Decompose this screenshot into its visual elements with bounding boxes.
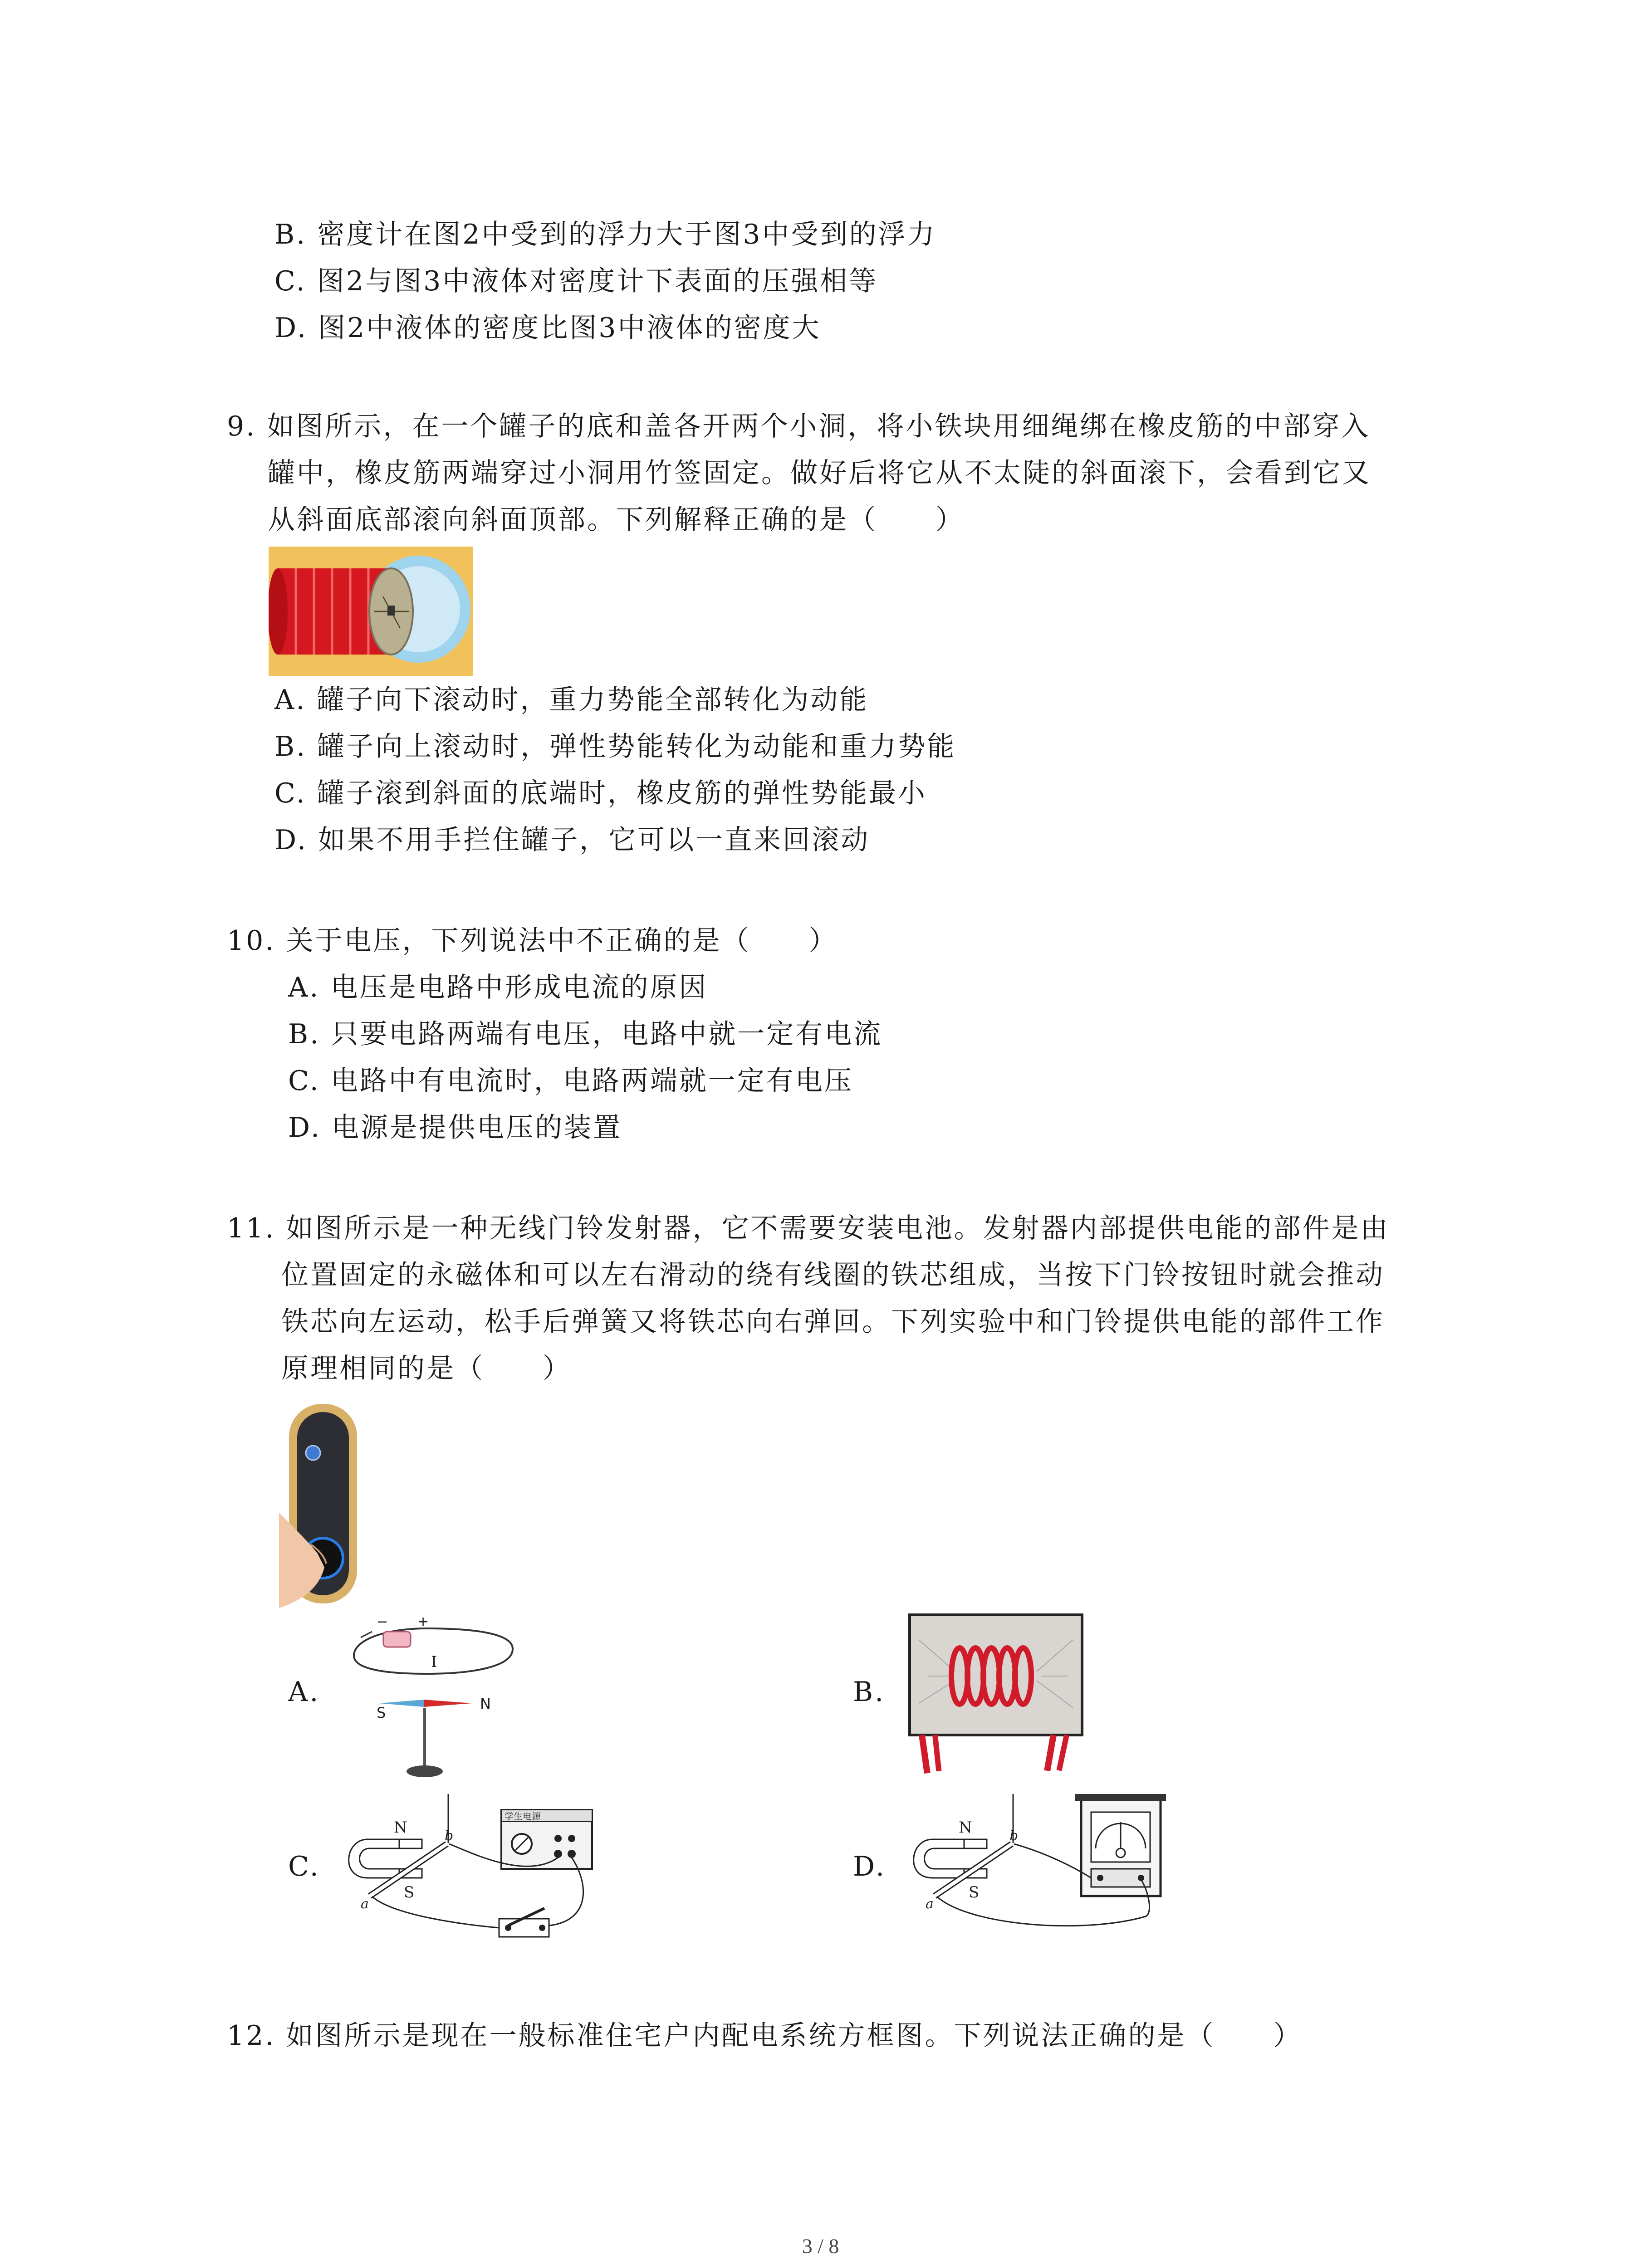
q10-option-d: D. 电源是提供电压的装置 xyxy=(288,1112,622,1144)
fig-d-a-label: a xyxy=(926,1896,934,1912)
q11-stem-line-4: 原理相同的是（ ） xyxy=(281,1353,572,1384)
wireless-doorbell-image xyxy=(279,1395,367,1608)
q11-stem-line-1: 11. 如图所示是一种无线门铃发射器，它不需要安装电池。发射器内部提供电能的部件是由 xyxy=(227,1212,1390,1244)
q10-option-a: A. 电压是电路中形成电流的原因 xyxy=(288,972,708,1003)
q11-option-b-label: B. xyxy=(853,1676,886,1708)
power-supply-label: 学生电源 xyxy=(505,1811,541,1822)
q8-option-c: C. 图2与图3中液体对密度计下表面的压强相等 xyxy=(274,265,878,297)
q11-option-a-label: A. xyxy=(288,1676,320,1708)
q12-stem: 12. 如图所示是现在一般标准住宅户内配电系统方框图。下列说法正确的是（ ） xyxy=(227,2020,1303,2052)
q8-option-d: D. 图2中液体的密度比图3中液体的密度大 xyxy=(274,312,821,344)
battery-minus-label: − xyxy=(377,1614,388,1630)
needle-s-label: S xyxy=(377,1704,386,1721)
solenoid-filings-image xyxy=(901,1613,1091,1780)
q9-option-b: B. 罐子向上滚动时，弹性势能转化为动能和重力势能 xyxy=(274,731,956,763)
current-label: I xyxy=(431,1653,437,1671)
q9-option-d: D. 如果不用手拦住罐子，它可以一直来回滚动 xyxy=(274,824,870,856)
fig-c-b-label: b xyxy=(445,1828,454,1844)
q11-stem-line-2: 位置固定的永磁体和可以左右滑动的绕有线圈的铁芯组成，当按下门铃按钮时就会推动 xyxy=(281,1259,1385,1291)
battery-plus-label: + xyxy=(417,1614,429,1630)
needle-n-label: N xyxy=(480,1695,491,1712)
oersted-experiment-diagram xyxy=(336,1613,517,1783)
page-number: 3 / 8 xyxy=(802,2234,839,2258)
motor-principle-diagram xyxy=(336,1789,622,1953)
q10-stem: 10. 关于电压，下列说法中不正确的是（ ） xyxy=(227,925,838,957)
fig-c-n-label: N xyxy=(394,1818,407,1837)
fig-d-b-label: b xyxy=(1009,1828,1019,1844)
q11-stem-line-3: 铁芯向左运动，松手后弹簧又将铁芯向右弹回。下列实验中和门铃提供电能的部件工作 xyxy=(281,1306,1385,1338)
fig-d-s-label: S xyxy=(969,1883,980,1901)
q10-option-c: C. 电路中有电流时，电路两端就一定有电压 xyxy=(288,1065,853,1097)
q11-option-d-label: D. xyxy=(853,1851,887,1882)
q10-option-b: B. 只要电路两端有电压，电路中就一定有电流 xyxy=(288,1018,883,1050)
fig-d-n-label: N xyxy=(959,1818,972,1837)
q11-option-c-label: C. xyxy=(288,1851,320,1882)
q9-stem-line-3: 从斜面底部滚向斜面顶部。下列解释正确的是（ ） xyxy=(268,504,965,536)
generator-principle-diagram xyxy=(901,1789,1182,1953)
fig-c-s-label: S xyxy=(404,1883,415,1901)
q9-stem-line-2: 罐中，橡皮筋两端穿过小洞用竹签固定。做好后将它从不太陡的斜面滚下，会看到它又 xyxy=(268,457,1371,489)
fig-c-a-label: a xyxy=(361,1896,369,1912)
q8-option-b: B. 密度计在图2中受到的浮力大于图3中受到的浮力 xyxy=(274,219,936,250)
q9-option-c: C. 罐子滚到斜面的底端时，橡皮筋的弹性势能最小 xyxy=(274,777,927,809)
rolling-can-image xyxy=(269,547,473,676)
q9-option-a: A. 罐子向下滚动时，重力势能全部转化为动能 xyxy=(274,684,869,716)
q9-stem-line-1: 9. 如图所示，在一个罐子的底和盖各开两个小洞，将小铁块用细绳绑在橡皮筋的中部穿入 xyxy=(227,411,1371,442)
